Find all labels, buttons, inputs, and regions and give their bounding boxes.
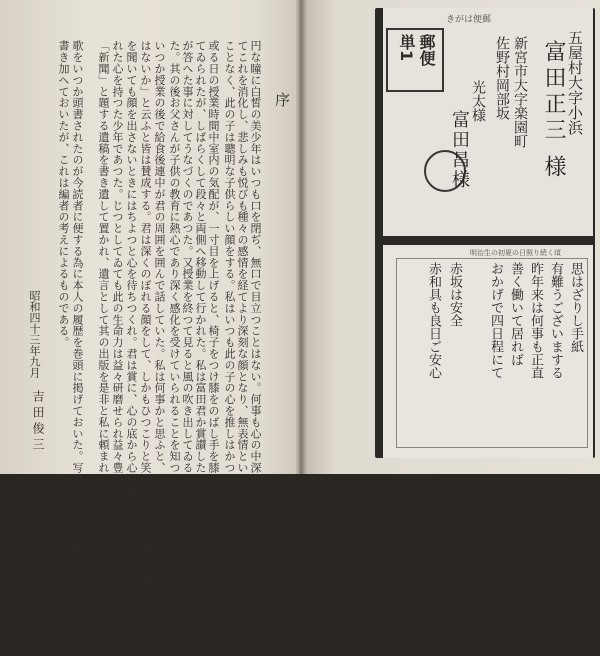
letter-line: 有難うございまする [548,262,563,379]
address-line: 佐野村岡部坂 [494,36,510,120]
letter-line: 思はざりし手紙 [568,262,583,353]
address-line: 富田昌様 [449,110,470,190]
body-column: はないか」と云ふと皆は賛成する。君は深くのぼれる顔をして、しかもひつこりと笑つてくれる。君が何事もさうと、何 [139,40,152,656]
body-column: を聞いても顔を出さないときにはちよつと心を待ちつくれ。君は賞に、心の底から心の優しさ、強さ、 [125,40,138,565]
preface-author: 吉田俊三 [31,390,45,454]
address-line: 光太様 [470,80,486,122]
letter-line: 昨年来は何事も正直 [528,262,543,379]
address-line: 新宮市大字楽園町 [512,36,528,148]
body-column: 歌をいつか頭書されたのが今読者に便する為に本人の履歴を巻頭に掲げておいた。写真と手紙及び遺書も [71,40,84,576]
body-column: た。其の後お父さんが子供の教育に熱心であり深く感化を受けていられることを知つた。 [168,40,181,496]
preface-heading: 序 [273,92,291,107]
letter-line: 赤和具も良日ご安心 [426,262,441,379]
letter-header: 明治生の初夏の日照り続く頃 [470,249,561,257]
preface-date: 昭和四十三年九月 [28,290,41,378]
body-column: てこれを消化し、悲しみも悦びも種々の感情を経てより深刻な顔となり、無表情といふ [236,40,249,485]
letter-line: 赤坂は安全 [447,262,462,327]
address-line: 五屋村大字小浜 [566,30,584,135]
body-column: いつか授業の後で給食後連中が君の周囲を囲んで話していた。私は何事かと思ふと、「富田君が愚いんで [153,40,166,571]
body-column: 円な瞳に白皙の美少年はいつも口を閉ぢ、無口で目立つことはない。何事も心の中深く貯へ [249,40,262,508]
body-column: 或る日の授業時間中室内の気配が、一寸目を上げると、椅子をつけ膝をのばし手を膝上に掛 [207,40,220,508]
stamp-text: 郵便 単1 [397,34,436,66]
letter-line: 善く働いて居れば [508,262,523,366]
body-column: ことなく、此の子は聰明な子供らしい顔をする。私はいつも此の子の心を推しはかつて見守るばかりであつた。 [223,40,236,610]
postcard-header: きがは便郵 [446,15,492,25]
body-column: れた心を持つた少年であつた。じつとしてゐても此の生命力は益々研磨せられ益々豊かな人と言ふべき [111,40,124,565]
body-column: 書き加へておいたが、これは編者の考えによるものである。 [57,40,70,348]
letter-line: おかげで四日程にて [488,262,503,379]
body-column: 「新聞」と題する遺稿を書き遺して置かれ、遺言として其の出版を是非と私に頼まれた。 [97,40,110,496]
address-line: 富田正三 様 [541,40,566,181]
body-column: が答へた事に対してうなづくのであつた。又授業を終つて見ると風の吹き出してゐる。 [181,40,194,485]
book-gutter [296,0,306,474]
body-column: てゐられたが、しばらくして段々と両側へ移動して行かれた。私は富田君か賞讃したと思う。君 [194,40,207,531]
